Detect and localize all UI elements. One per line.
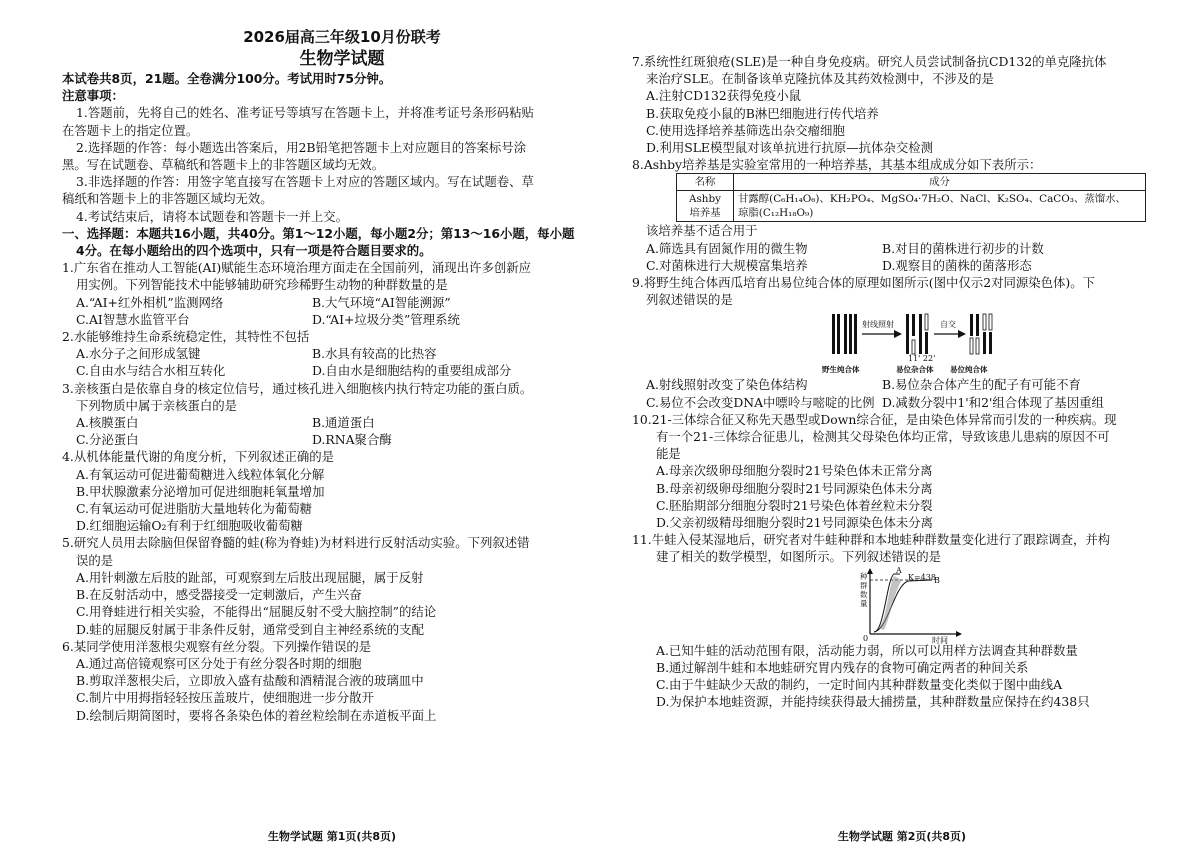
- question-6-stem: 6.某同学使用洋葱根尖观察有丝分裂。下列操作错误的是: [62, 638, 372, 654]
- chromosome: [849, 314, 852, 354]
- option-a: A.水分子之间形成氢键: [76, 346, 201, 362]
- arrow-label-irradiation: 射线照射: [862, 320, 894, 330]
- option-c: C.胚胎期部分细胞分裂时21号染色体着丝粒未分裂: [656, 497, 933, 513]
- question-2-stem: 2.水能够维持生命系统稳定性，其特性不包括: [62, 329, 310, 345]
- question-10-stem: 10.21-三体综合征又称先天愚型或Down综合征，是由染色体异常而引发的一种疾病。现: [632, 411, 1117, 427]
- option-b: B.母亲初级卵母细胞分裂时21号同源染色体未分离: [656, 480, 933, 496]
- option-c: C.自由水与结合水相互转化: [76, 363, 226, 379]
- option-d: D.减数分裂中1'和2'组合体现了基因重组: [882, 394, 1104, 410]
- question-2-options: [62, 362, 622, 379]
- population-figure: [632, 565, 1192, 645]
- question-4-stem: 4.从机体能量代谢的角度分析，下列叙述正确的是: [62, 449, 335, 465]
- chromosome: [912, 340, 915, 354]
- question-1-stem: 用实例。下列智能技术中能够辅助研究珍稀野生动物的种群数量的是: [76, 277, 448, 293]
- question-8-options: [632, 257, 1192, 274]
- question-9-options: [632, 394, 1192, 411]
- arrow-label-selfing: 自交: [940, 320, 956, 330]
- curve-b-label: B: [934, 575, 940, 585]
- option-b: B.水具有较高的比热容: [312, 346, 437, 362]
- option-d: D.为保护本地蛙资源，并能持续获得最大捕捞量，其种群数量应保持在约438只: [656, 694, 1090, 710]
- question-3-options: [62, 414, 622, 431]
- chromosome: [925, 332, 928, 354]
- x-axis-label: 时间: [932, 635, 948, 645]
- page-footer: 生物学试题 第2页(共8页): [837, 830, 967, 843]
- chromosome: [919, 314, 922, 354]
- question-8-stem: 8.Ashby培养基是实验室常用的一种培养基，其基本组成成分如下表所示：: [632, 157, 1042, 173]
- option-c: C.分泌蛋白: [76, 432, 139, 448]
- components-line: 琼脂(C₁₂H₁₈O₉): [738, 207, 814, 220]
- question-7-stem: 7.系统性红斑狼疮(SLE)是一种自身免疫病。研究人员尝试制备抗CD132的单克隆抗体: [632, 54, 1107, 69]
- question-3-options: [62, 431, 622, 448]
- question-11-stem: 11.牛蛙入侵某湿地后，研究者对牛蛙种群和本地蛙种群数量变化进行了跟踪调查，并构: [632, 532, 1111, 548]
- table-header: 成分: [734, 174, 1146, 191]
- chromosome: [970, 338, 973, 354]
- option-c: C.用脊蛙进行相关实验，不能得出“屈腿反射不受大脑控制”的结论: [76, 604, 437, 620]
- question-5-stem: 误的是: [76, 552, 114, 568]
- option-b: B.剪取洋葱根尖后，立即放入盛有盐酸和酒精混合液的玻璃皿中: [76, 673, 424, 689]
- option-b: B.甲状腺激素分泌增加可促进细胞耗氧量增加: [76, 483, 325, 499]
- option-d: D.自由水是细胞结构的重要组成部分: [312, 363, 512, 379]
- option-a: A.通过高倍镜观察可区分处于有丝分裂各时期的细胞: [76, 655, 362, 671]
- option-b: B.对目的菌株进行初步的计数: [882, 240, 1044, 256]
- chromosome: [989, 332, 992, 354]
- chromosome: [983, 332, 986, 354]
- subject-title: 生物学试题: [299, 49, 385, 69]
- option-a: A.射线照射改变了染色体结构: [646, 377, 808, 393]
- option-d: D.蛙的屈腿反射属于非条件反射，通常受到自主神经系统的支配: [76, 621, 424, 637]
- option-c: C.有氧运动可促进脂肪大量地转化为葡萄糖: [76, 501, 313, 517]
- option-a: A.“AI+红外相机”监测网络: [76, 294, 224, 310]
- chromosome: [925, 314, 928, 330]
- option-d: D.利用SLE模型鼠对该单抗进行抗原—抗体杂交检测: [646, 140, 934, 156]
- note-line: 3.非选择题的作答：用签字笔直接写在答题卡上对应的答题区域内。写在试题卷、草: [76, 174, 534, 190]
- chromosome: [970, 314, 973, 336]
- option-a: A.筛选具有固氮作用的微生物: [646, 240, 808, 256]
- option-a: A.核膜蛋白: [76, 415, 139, 431]
- ashby-medium-table: [676, 173, 1146, 222]
- option-d: D.“AI+垃圾分类”管理系统: [312, 311, 460, 327]
- chromosome-figure: [632, 308, 1192, 376]
- chromosome: [976, 314, 979, 336]
- option-c: C.对菌株进行大规模富集培养: [646, 257, 808, 273]
- table-name-line: Ashby: [688, 193, 722, 206]
- option-a: A.用针刺激左后肢的趾部，可观察到左后肢出现屈腿，属于反射: [76, 569, 424, 585]
- option-c: C.由于牛蛙缺少天敌的制约，一定时间内其种群数量变化类似于图中曲线A: [656, 677, 1063, 693]
- chromosome: [989, 314, 992, 330]
- question-7-stem: 来治疗SLE。在制备该单克隆抗体及其药效检测中，不涉及的是: [646, 71, 994, 87]
- notice-title: 注意事项：: [62, 88, 124, 104]
- page-1: [62, 0, 622, 724]
- y-axis-label: 种群数量: [860, 571, 868, 608]
- question-8-stem: 该培养基不适合用于: [646, 223, 758, 239]
- question-1-stem: 1.广东省在推动人工智能(AI)赋能生态环境治理方面走在全国前列，涌现出许多创新应: [62, 260, 532, 276]
- option-d: D.RNA聚合酶: [312, 432, 392, 448]
- option-b: B.获取免疫小鼠的B淋巴细胞进行传代培养: [646, 105, 879, 121]
- option-d: D.观察目的菌株的菌落形态: [882, 257, 1032, 273]
- note-line: 2.选择题的作答：每小题选出答案后，用2B铅笔把答题卡上对应题目的答案标号涂: [76, 139, 527, 155]
- components-line: 甘露醇(C₆H₁₄O₆)、KH₂PO₄、MgSO₄·7H₂O、NaCl、K₂SO₄、CaCO₃、蒸馏水、: [738, 193, 1126, 206]
- section-heading: 4分。在每小题给出的四个选项中，只有一项是符合题目要求的。: [76, 243, 432, 259]
- table-cell-components: [734, 191, 1146, 222]
- option-d: D.红细胞运输O₂有利于红细胞吸收葡萄糖: [76, 518, 303, 534]
- chromosome: [832, 314, 835, 354]
- option-b: B.通道蛋白: [312, 415, 375, 431]
- table-name-line: 培养基: [689, 207, 721, 220]
- arrow-head: [894, 330, 902, 338]
- caption-wild: 野生纯合体: [822, 365, 860, 375]
- question-9-options: [632, 376, 1192, 393]
- option-c: C.制片中用拇指轻轻按压盖玻片，使细胞进一步分散开: [76, 690, 374, 706]
- option-d: D.绘制后期简图时，要将各条染色体的着丝粒绘制在赤道板平面上: [76, 707, 437, 723]
- option-a: A.有氧运动可促进葡萄糖进入线粒体氧化分解: [76, 466, 325, 482]
- caption-heterozygote: 易位杂合体: [896, 365, 934, 375]
- question-8-options: [632, 240, 1192, 257]
- curve-a-label: A: [896, 565, 902, 575]
- question-2-options: [62, 345, 622, 362]
- option-c: C.易位不会改变DNA中嘌呤与嘧啶的比例: [646, 394, 875, 410]
- chromosome: [976, 338, 979, 354]
- question-5-stem: 5.研究人员用去除脑但保留脊髓的蛙(称为脊蛙)为材料进行反射活动实验。下列叙述错: [62, 535, 530, 551]
- option-c: C.使用选择培养基筛选出杂交瘤细胞: [646, 122, 845, 138]
- option-a: A.母亲次级卵母细胞分裂时21号染色体未正常分离: [656, 463, 933, 479]
- option-b: B.大气环境“AI智能溯源”: [312, 294, 451, 310]
- chromosome: [906, 314, 909, 354]
- chromosome: [983, 314, 986, 330]
- option-b: B.易位杂合体产生的配子有可能不育: [882, 377, 1081, 393]
- exam-info: 本试卷共8页，21题。全卷满分100分。考试用时75分钟。: [62, 71, 392, 86]
- note-line: 稿纸和答题卡上的非答题区域均无效。: [62, 191, 273, 207]
- question-10-stem: 有一个21-三体综合征患儿，检测其父母染色体均正常，导致该患儿患病的原因不可: [656, 429, 1110, 445]
- chromosome-numbers: 11' 22': [908, 354, 936, 364]
- question-9-stem: 9.将野生纯合体西瓜培育出易位纯合体的原理如图所示(图中仅示2对同源染色体)。下: [632, 275, 1096, 291]
- chromosome: [854, 314, 857, 354]
- k-label: K=438: [908, 572, 936, 582]
- table-header: 名称: [677, 174, 734, 191]
- note-line: 在答题卡上的指定位置。: [62, 122, 199, 138]
- chromosome: [837, 314, 840, 354]
- section-heading: 一、选择题：本题共16小题，共40分。第1～12小题，每小题2分；第13～16小题，每小题: [62, 225, 575, 241]
- question-3-stem: 下列物质中属于亲核蛋白的是: [76, 397, 238, 413]
- note-line: 4.考试结束后，请将本试题卷和答题卡一并上交。: [76, 208, 349, 224]
- note-line: 1.答题前，先将自己的姓名、准考证号等填写在答题卡上，并将准考证号条形码粘贴: [76, 105, 534, 121]
- note-line: 黑。写在试题卷、草稿纸和答题卡上的非答题区域均无效。: [62, 157, 385, 173]
- page-footer: 生物学试题 第1页(共8页): [267, 830, 397, 843]
- arrow-head: [958, 330, 966, 338]
- question-1-options: [62, 311, 622, 328]
- option-c: C.AI智慧水监管平台: [76, 311, 190, 327]
- question-3-stem: 3.亲核蛋白是依靠自身的核定位信号，通过核孔进入细胞核内执行特定功能的蛋白质。: [62, 380, 533, 396]
- table-cell-name: [677, 191, 734, 222]
- exam-title: 2026届高三年级10月份联考: [243, 28, 441, 46]
- caption-homozygote: 易位纯合体: [950, 365, 988, 375]
- option-a: A.注射CD132获得免疫小鼠: [646, 88, 802, 104]
- page-2: [632, 0, 1192, 710]
- question-9-stem: 列叙述错误的是: [646, 292, 733, 308]
- option-b: B.通过解剖牛蛙和本地蛙研究胃内残存的食物可确定两者的种间关系: [656, 659, 1029, 675]
- question-10-stem: 能是: [656, 446, 681, 462]
- option-d: D.父亲初级精母细胞分裂时21号同源染色体未分离: [656, 515, 934, 531]
- chromosome: [844, 314, 847, 354]
- chromosome: [912, 314, 915, 336]
- option-b: B.在反射活动中，感受器接受一定刺激后，产生兴奋: [76, 587, 362, 603]
- question-11-stem: 建了相关的数学模型，如图所示。下列叙述错误的是: [656, 549, 941, 565]
- option-a: A.已知牛蛙的活动范围有限，活动能力弱，所以可以用样方法调查其种群数量: [656, 642, 1078, 658]
- origin-label: 0: [863, 633, 869, 643]
- x-axis-arrow: [956, 631, 962, 637]
- question-1-options: [62, 294, 622, 311]
